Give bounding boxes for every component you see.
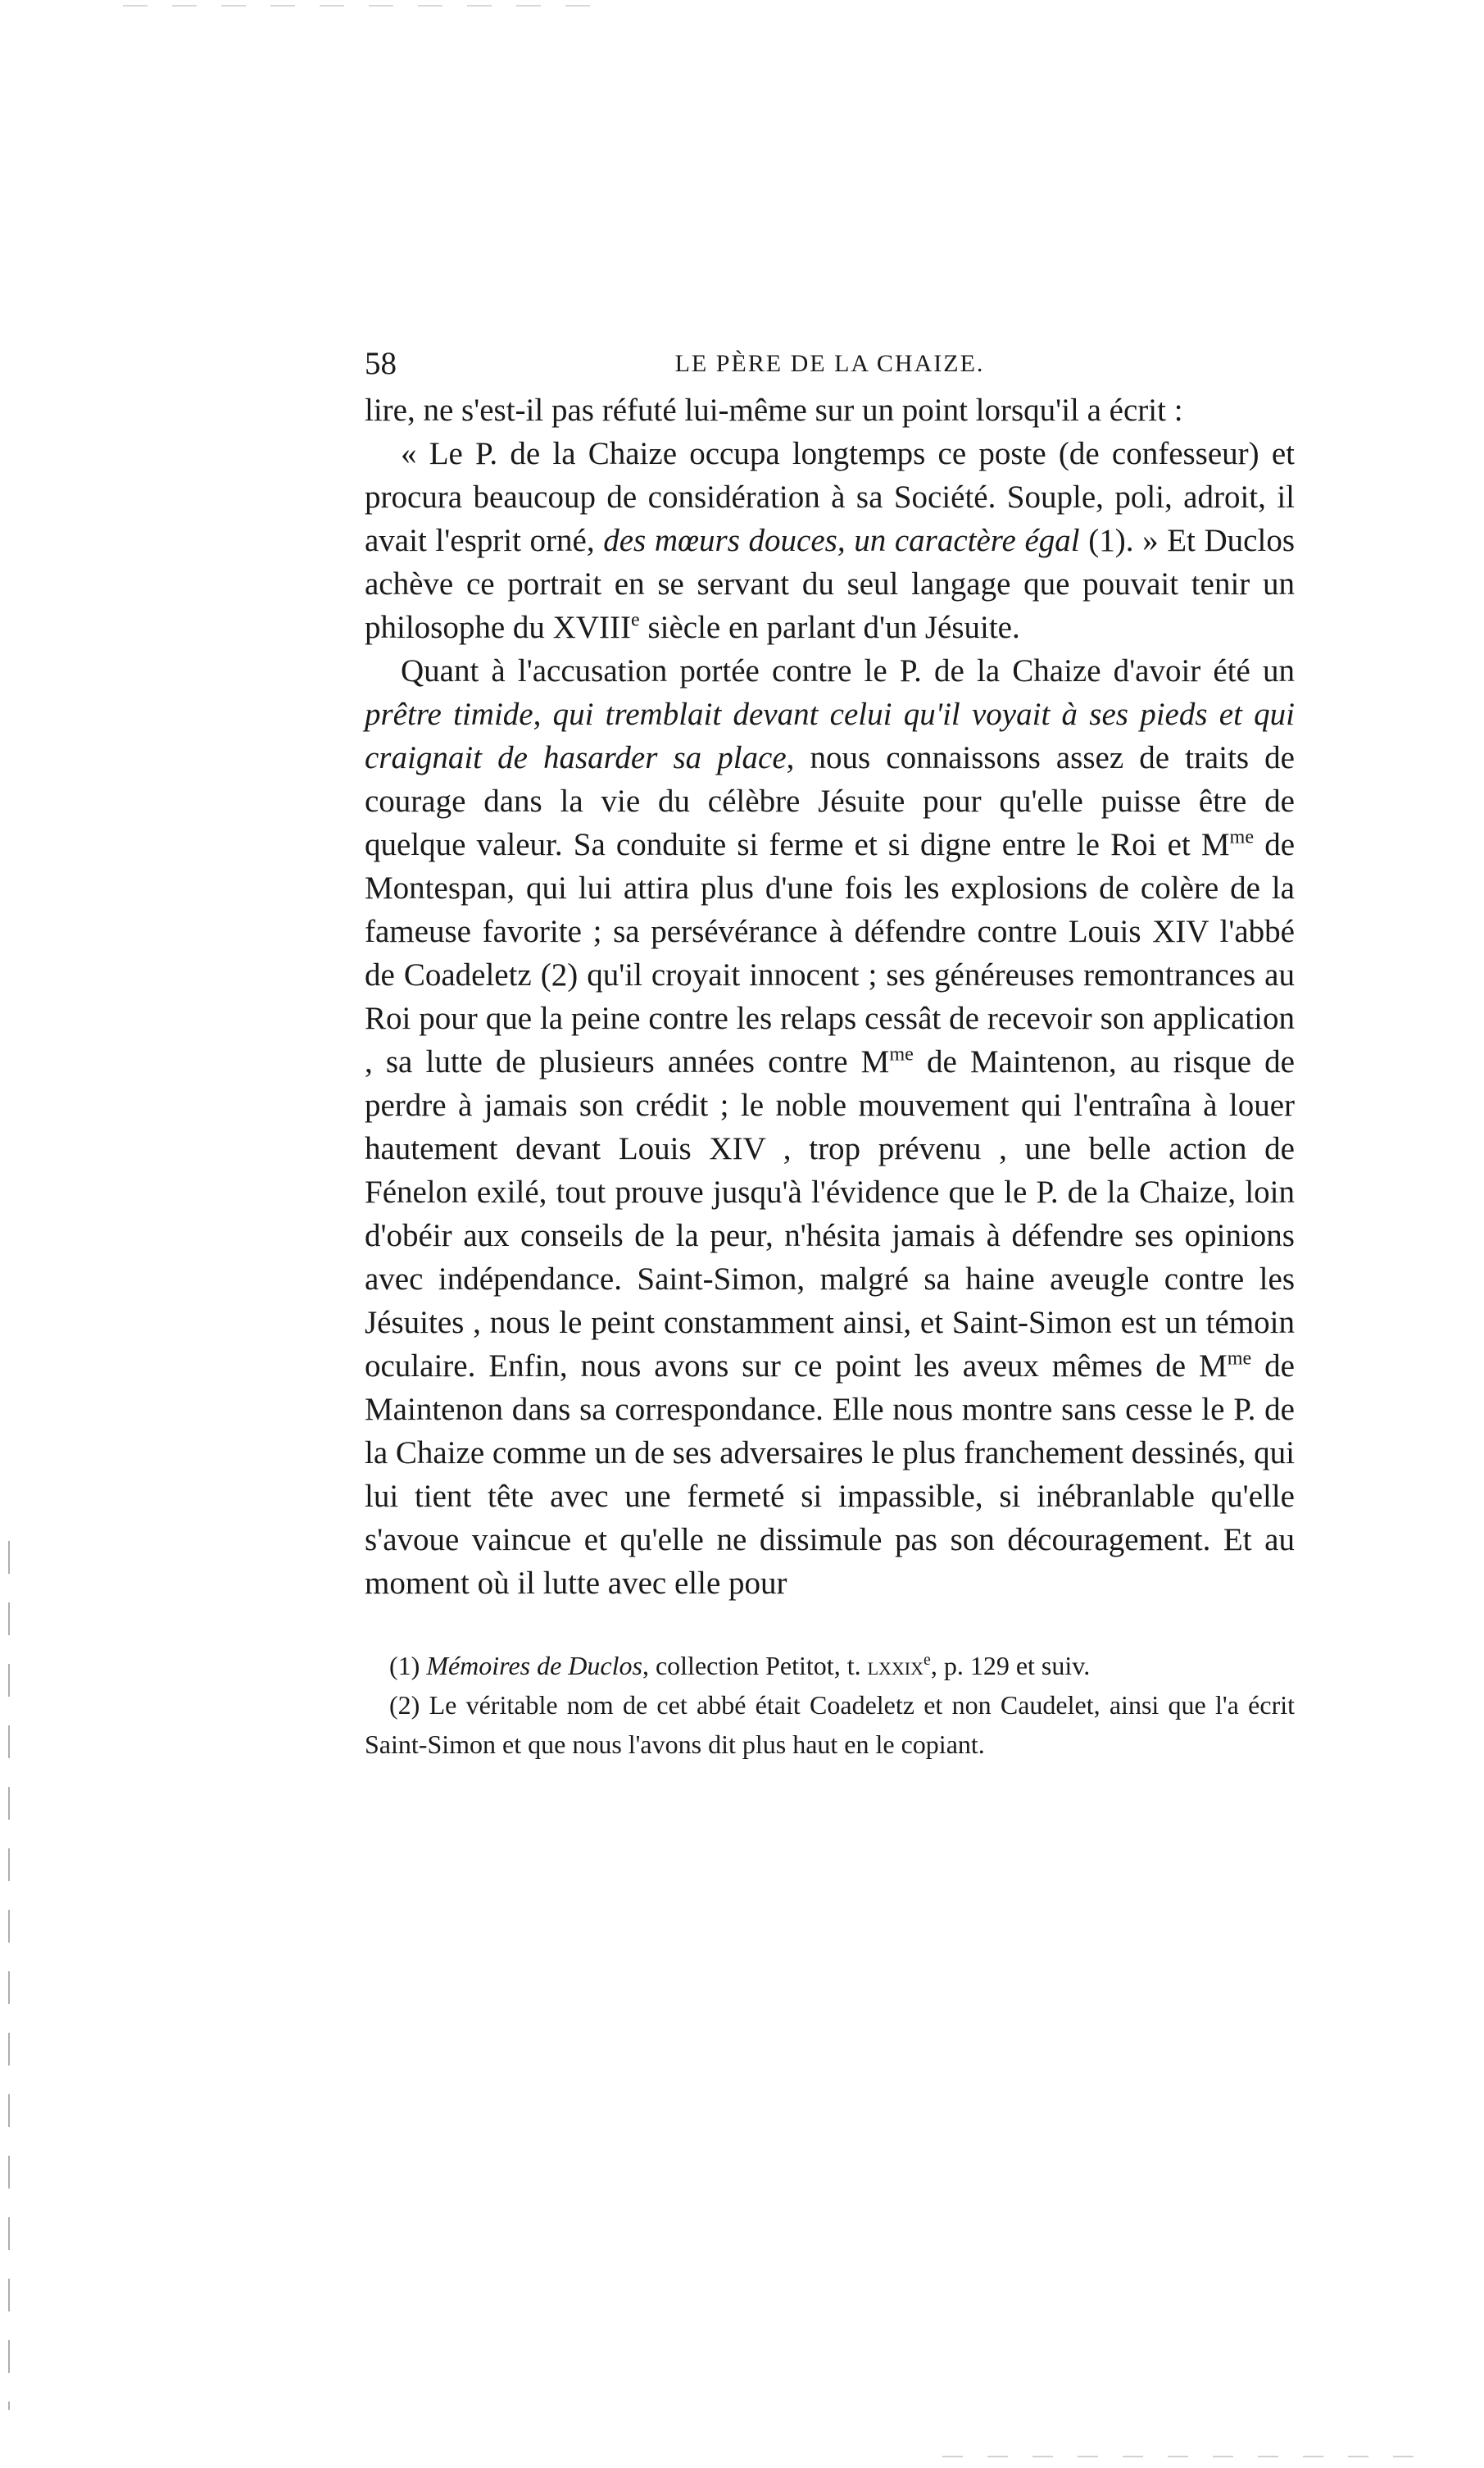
paragraph-3-text-e: de Maintenon dans sa correspondance. Elle nous montre sans cesse le P. de la Chaize comme un de ses adversaires le plus franchement dessinés, qui lui tient tête avec une fermeté si impassible, si inébranlable qu'elle s'avoue vaincue et qu'elle ne dissimule pas son découragement. Et au moment où il lutte avec elle pour [365, 1348, 1295, 1601]
paragraph-2-text-b: (1). » Et Duclos achève ce portrait en se servant du seul langage que pouvait tenir un philosophe du XVIII [365, 523, 1296, 645]
scan-artifact-top [123, 5, 615, 7]
paragraph-3-text-d: de Maintenon, au risque de perdre à jamais son crédit ; le noble mouvement qui l'entraîna à louer hautement devant Louis XIV , trop prévenu , une belle action de Fénelon exilé, tout prouve jusqu'à l'évidence que le P. de la Chaize, loin d'obéir aux conseils de la peur, n'hésita jamais à défendre ses opinions avec indépendance. Saint-Simon, malgré sa haine aveugle contre les Jésuites , nous le peint constamment ainsi, et Saint-Simon est un témoin oculaire. Enfin, nous avons sur ce point les aveux mêmes de M [365, 1044, 1295, 1384]
footnote-1 [365, 1646, 1295, 1685]
text-block [365, 339, 1295, 1764]
paragraph-2-text-c: siècle en parlant d'un Jésuite. [639, 610, 1020, 645]
paragraph-3-superscript-2: me [889, 1043, 914, 1066]
footnote-1-volume: lxxix [867, 1651, 924, 1680]
footnote-1-superscript: e [924, 1651, 931, 1670]
page-number: 58 [365, 346, 397, 381]
paragraph-2-text-a: « Le P. de la Chaize occupa longtemps ce poste (de confesseur) et procura beaucoup de considération à sa Société. Souple, poli, adroit, il avait l'esprit orné, [365, 436, 1295, 558]
paragraph-3-italic: prêtre timide, qui tremblait devant celui qu'il voyait à ses pieds et qui craignait de hasarder sa place [365, 697, 1295, 775]
footnote-2 [365, 1685, 1295, 1764]
paragraph-3-text-b: , nous connaissons assez de traits de courage dans la vie du célèbre Jésuite pour qu'elle puisse être de quelque valeur. Sa conduite si ferme et si digne entre le Roi et M [365, 740, 1295, 862]
paragraph-3-superscript-1: me [1229, 825, 1255, 848]
paragraph-2 [365, 432, 1295, 649]
paragraph-3 [365, 649, 1295, 1605]
footnote-1-marker: (1) [389, 1651, 427, 1680]
footnote-1-text-b: , p. 129 et suiv. [930, 1651, 1091, 1680]
running-head: LE PÈRE DE LA CHAIZE. [674, 350, 985, 377]
footnote-2-text: (2) Le véritable nom de cet abbé était Coadeletz et non Caudelet, ainsi que l'a écrit Saint-Simon et que nous l'avons dit plus haut en le copiant. [365, 1690, 1295, 1759]
paragraph-1-text: lire, ne s'est-il pas réfuté lui-même sur un point lorsqu'il a écrit : [365, 393, 1183, 428]
paragraph-3-text-a: Quant à l'accusation portée contre le P. de la Chaize d'avoir été un [401, 653, 1295, 689]
paragraph-2-italic: des mœurs douces, un caractère égal [603, 523, 1080, 558]
paragraph-1 [365, 389, 1295, 432]
scan-artifact-bottom [942, 2456, 1434, 2457]
scan-artifact-left [8, 1541, 10, 2410]
paragraph-3-text-c: de Montespan, qui lui attira plus d'une fois les explosions de colère de la fameuse favorite ; sa persévérance à défendre contre Louis XIV l'abbé de Coadeletz (2) qu'il croyait innocent ; ses généreuses remontrances au Roi pour que la peine contre les relaps cessât de recevoir son application , sa lutte de plusieurs années contre M [365, 827, 1296, 1079]
footnotes [365, 1646, 1295, 1764]
paragraph-3-superscript-3: me [1227, 1347, 1252, 1370]
body-text [365, 389, 1295, 1605]
footnote-1-text-a: , collection Petitot, t. [642, 1651, 868, 1680]
paragraph-2-superscript: e [630, 608, 640, 631]
footnote-1-title: Mémoires de Duclos [426, 1651, 642, 1680]
page-header [365, 339, 1295, 389]
